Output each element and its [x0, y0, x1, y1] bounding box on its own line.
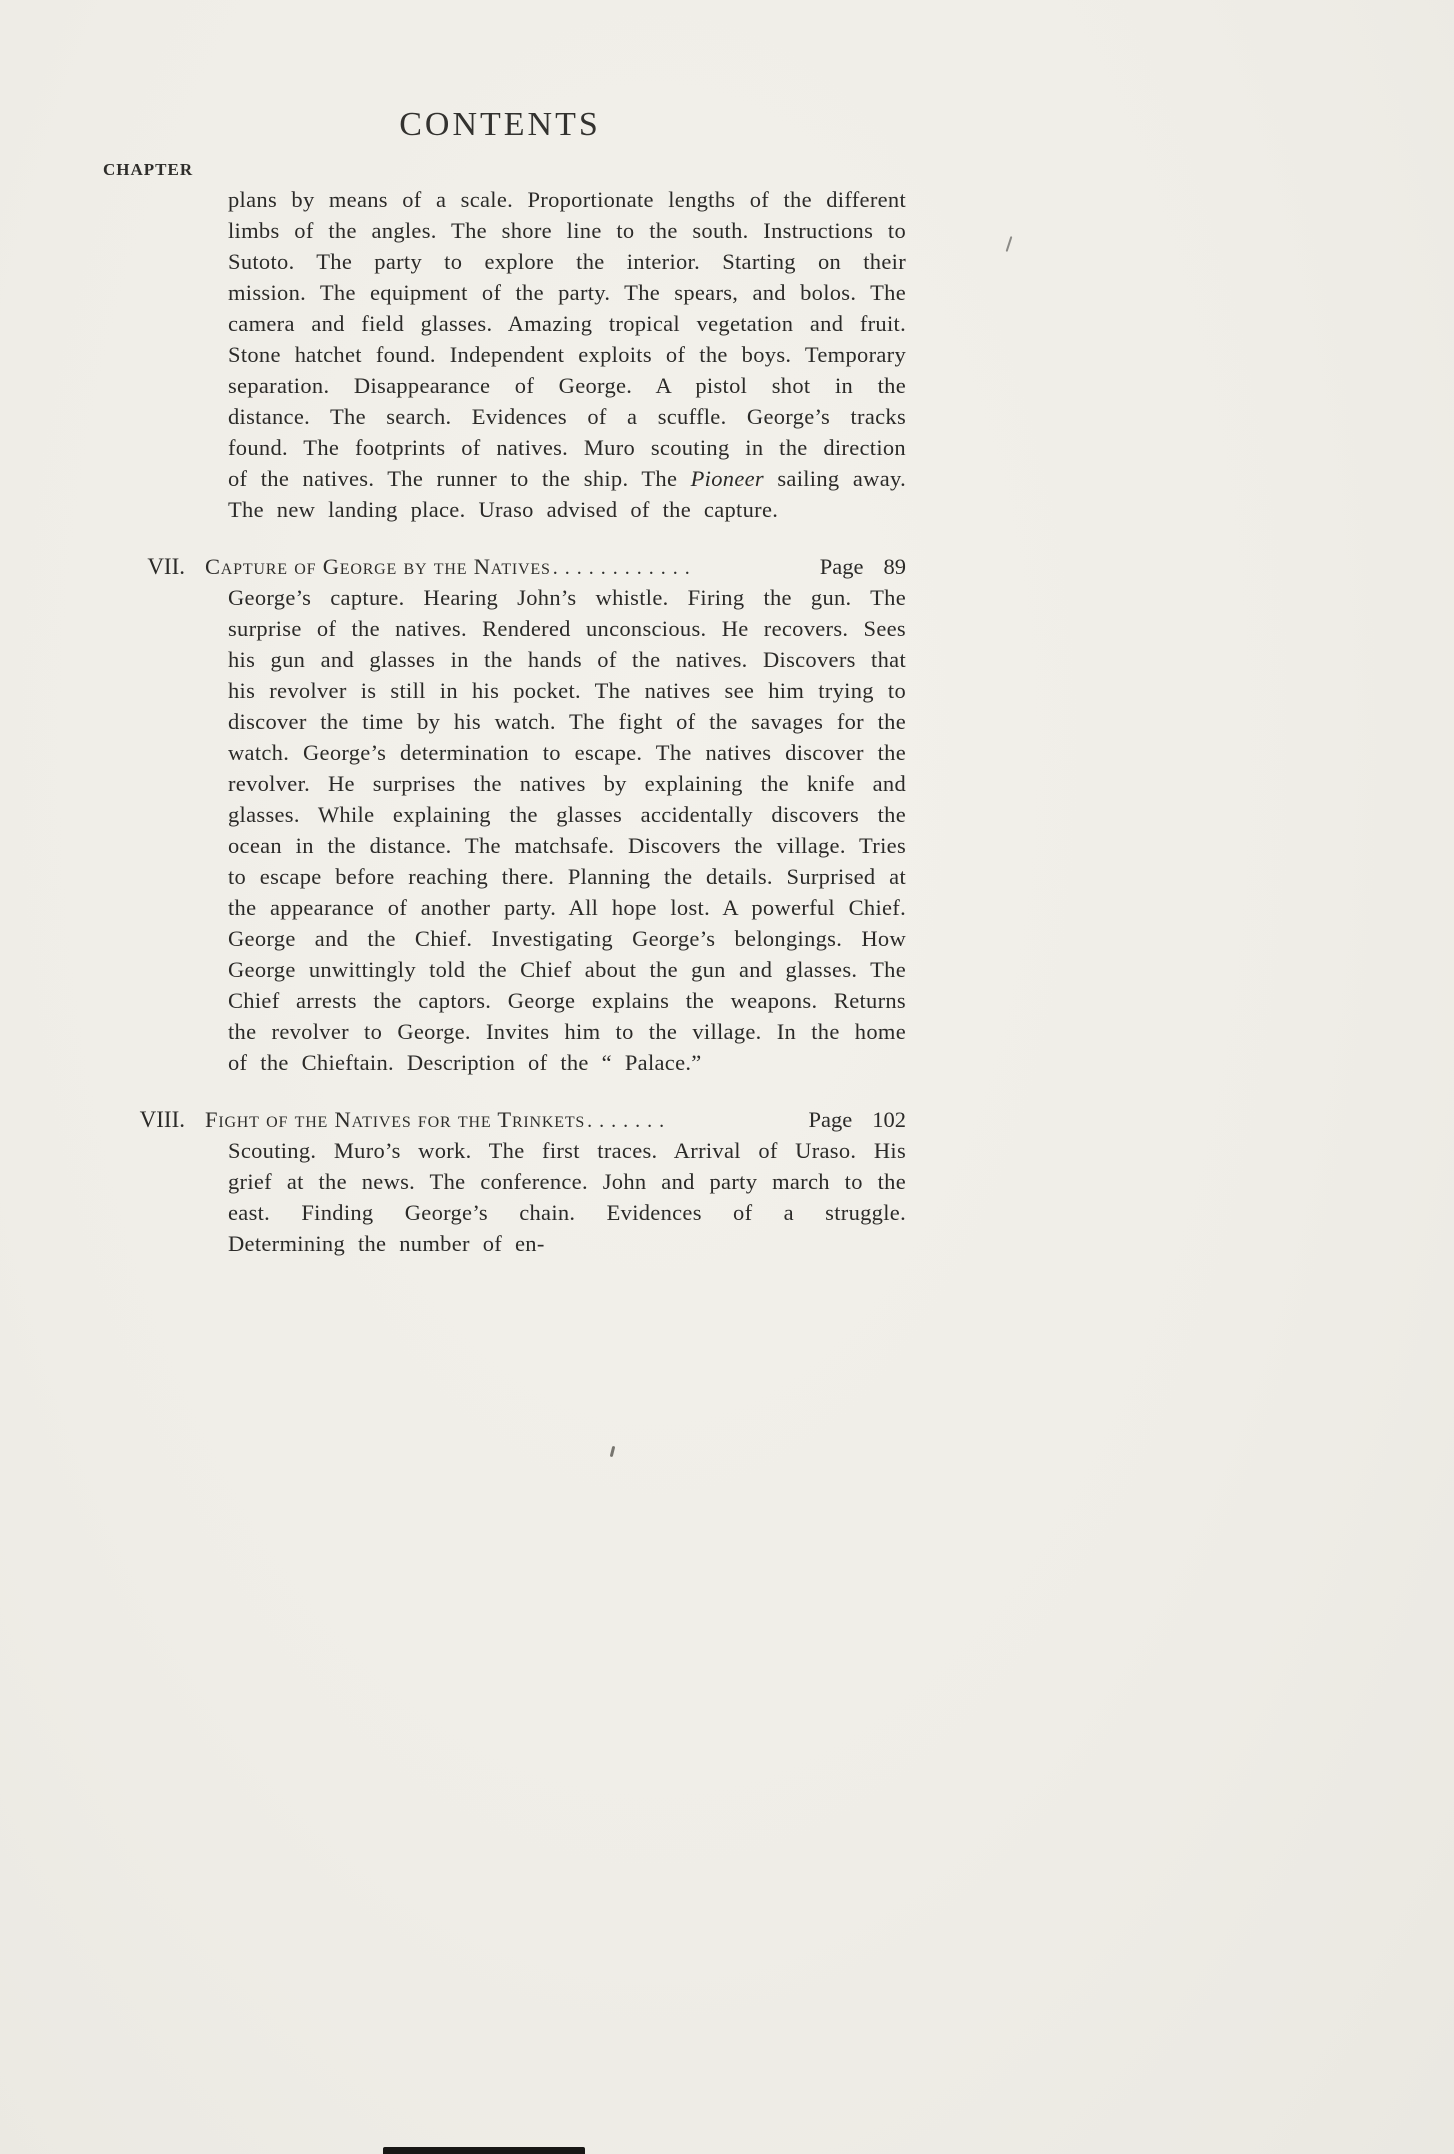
page-ref-number: 89: [883, 554, 906, 579]
entry-heading-line: [147, 551, 906, 582]
scan-artifact-bottom-edge: [383, 2147, 585, 2154]
chapter-column-label: CHAPTER: [103, 160, 194, 179]
page-ref-label: Page: [819, 554, 864, 579]
page-ref-label: Page: [808, 1107, 853, 1132]
entry-heading-title: Capture of George by the Natives: [205, 554, 551, 579]
entry-body: [228, 184, 906, 525]
entry-roman-numeral: VII.: [147, 554, 185, 579]
entry-heading-line: [139, 1104, 906, 1135]
leader-dots: .......: [587, 1110, 672, 1132]
scan-artifact-speck: [610, 1446, 616, 1457]
toc-entry-chapter-viii: [139, 1104, 906, 1259]
toc-entries: [139, 184, 906, 1259]
toc-entry-continuation: [228, 184, 906, 525]
ship-name-italic: Pioneer: [690, 466, 764, 491]
toc-entry-chapter-vii: [147, 551, 906, 1078]
scan-artifact-mark: [1006, 236, 1013, 252]
entry-body-text: sailing away. The new landing place. Uraso advised of the capture.: [228, 466, 906, 522]
leader-dots: ............: [552, 557, 697, 579]
entry-roman-numeral: VIII.: [139, 1107, 185, 1132]
page-title: CONTENTS: [399, 106, 601, 143]
page-ref-number: 102: [872, 1107, 906, 1132]
entry-body: George’s capture. Hearing John’s whistle. Firing the gun. The surprise of the natives. Rendered unconscious. He recovers. Sees his gun and glasses in the hands of the natives. Discovers that his revolver is still in his pocket. The natives see him trying to discover the time by his watch. The fight of the savages for the watch. George’s determination to escape. The natives discover the revolver. He surprises the natives by explaining the knife and glasses. While explaining the glasses accidentally discovers the ocean in the distance. The matchsafe. Discovers the village. Tries to escape before reaching there. Planning the details. Surprised at the appearance of another party. All hope lost. A powerful Chief. George and the Chief. Investigating George’s belongings. How George unwittingly told the Chief about the gun and glasses. The Chief arrests the captors. George explains the weapons. Returns the revolver to George. Invites him to the village. In the home of the Chieftain. Description of the “ Palace.”: [228, 585, 906, 1075]
entry-heading-title: Fight of the Natives for the Trinkets: [205, 1107, 586, 1132]
entry-body-text: plans by means of a scale. Proportionate lengths of the different limbs of the angles. The shore line to the south. Instructions to Sutoto. The party to explore the interior. Starting on their mission. The equipment of the party. The spears, and bolos. The camera and field glasses. Amazing tropical vegetation and fruit. Stone hatchet found. Independent exploits of the boys. Temporary separation. Disappearance of George. A pistol shot in the distance. The search. Evidences of a scuffle. George’s tracks found. The footprints of natives. Muro scouting in the direction of the natives. The runner to the ship. The: [228, 187, 906, 491]
entry-body: Scouting. Muro’s work. The first traces. Arrival of Uraso. His grief at the news. The conference. John and party march to the east. Finding George’s chain. Evidences of a struggle. Determining the number of en-: [228, 1138, 906, 1256]
